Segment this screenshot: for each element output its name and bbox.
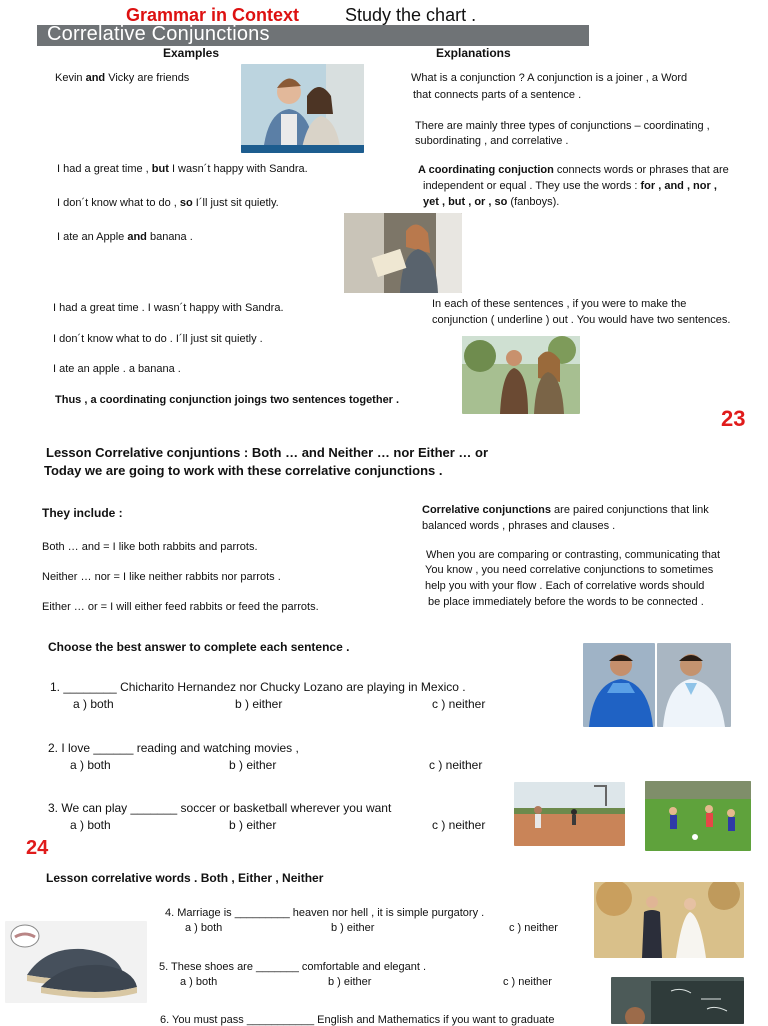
question-1: 1. ________ Chicharito Hernandez nor Chucky Lozano are playing in Mexico . <box>50 680 466 694</box>
q1-option-a[interactable]: a ) both <box>73 697 114 711</box>
q1-option-c[interactable]: c ) neither <box>432 697 486 711</box>
question-2: 2. I love ______ reading and watching movies , <box>48 741 299 755</box>
split-sentence-3: I ate an apple . a banana . <box>53 363 181 375</box>
explanation-3b: independent or equal . They use the words : for , and , nor , <box>423 180 717 192</box>
question-3: 3. We can play _______ soccer or basketball wherever you want <box>48 801 392 815</box>
rule-either-or: Either … or = I will either feed rabbits or feed the parrots. <box>42 601 319 613</box>
explanation-4b: conjunction ( underline ) out . You would have two sentences. <box>432 314 731 326</box>
section-subtitle: Study the chart . <box>345 5 477 25</box>
friends-photo <box>241 64 364 153</box>
usage-line-4: be place immediately before the words to be connected . <box>428 596 704 608</box>
couple-talking-photo <box>462 336 580 414</box>
split-sentence-1: I had a great time . I wasn´t happy with Sandra. <box>53 302 284 314</box>
basketball-photo <box>514 782 625 846</box>
banner-title: Correlative Conjunctions <box>47 23 270 45</box>
banner <box>37 25 589 46</box>
classroom-photo <box>611 977 744 1024</box>
question-6: 6. You must pass ___________ English and Mathematics if you want to graduate <box>160 1014 555 1026</box>
quiz-instruction: Choose the best answer to complete each sentence . <box>48 640 350 654</box>
question-5: 5. These shoes are _______ comfortable and elegant . <box>159 961 427 973</box>
they-include-label: They include : <box>42 506 123 520</box>
q2-option-b[interactable]: b ) either <box>229 758 277 772</box>
rule-both-and: Both … and = I like both rabbits and parrots. <box>42 541 258 553</box>
wedding-couple-photo <box>594 882 744 958</box>
q2-option-c[interactable]: c ) neither <box>429 758 483 772</box>
explanation-2: There are mainly three types of conjunctions – coordinating , <box>415 120 710 132</box>
definition-line-2: balanced words , phrases and clauses . <box>422 520 616 532</box>
example-1: Kevin and Vicky are friends <box>55 72 190 84</box>
page-number-24: 24 <box>26 837 49 859</box>
example-2: I had a great time , but I wasn´t happy with Sandra. <box>57 163 308 175</box>
q5-option-a[interactable]: a ) both <box>180 976 218 988</box>
section-title: Grammar in Context <box>126 5 300 25</box>
q4-option-c[interactable]: c ) neither <box>509 922 558 934</box>
usage-line-2: You know , you need correlative conjunctions to sometimes <box>425 564 714 576</box>
explanation-3c: yet , but , or , so (fanboys). <box>423 196 560 208</box>
lesson-2-heading: Lesson correlative words . Both , Either , Neither <box>46 871 324 885</box>
usage-line-1: When you are comparing or contrasting, communicating that <box>426 549 721 561</box>
rule-neither-nor: Neither … nor = I like neither rabbits nor parrots . <box>42 571 281 583</box>
q4-option-a[interactable]: a ) both <box>185 922 223 934</box>
column-header-examples: Examples <box>163 46 220 60</box>
explanation-1: What is a conjunction ? A conjunction is a joiner , a Word <box>411 72 688 84</box>
q3-option-b[interactable]: b ) either <box>229 818 277 832</box>
explanation-4: In each of these sentences , if you were to make the <box>432 298 687 310</box>
q1-option-b[interactable]: b ) either <box>235 697 283 711</box>
split-sentence-2: I don´t know what to do . I´ll just sit quietly . <box>53 333 263 345</box>
shoes-photo <box>5 921 147 1003</box>
explanation-3: A coordinating conjuction connects words or phrases that are <box>418 164 729 176</box>
lesson-heading: Lesson Correlative conjuntions : Both … and Neither … nor Either … or <box>46 445 489 460</box>
q4-option-b[interactable]: b ) either <box>331 922 375 934</box>
explanation-1b: that connects parts of a sentence . <box>413 89 582 101</box>
lesson-intro: Today we are going to work with these correlative conjunctions . <box>44 463 443 478</box>
question-4: 4. Marriage is _________ heaven nor hell , it is simple purgatory . <box>165 907 485 919</box>
example-4: I ate an Apple and banana . <box>57 231 193 243</box>
q5-option-b[interactable]: b ) either <box>328 976 372 988</box>
q5-option-c[interactable]: c ) neither <box>503 976 552 988</box>
explanation-2b: subordinating , and correlative . <box>415 135 569 147</box>
q2-option-a[interactable]: a ) both <box>70 758 111 772</box>
soccer-kids-photo <box>645 781 751 851</box>
summary-sentence: Thus , a coordinating conjunction joings two sentences together . <box>55 394 400 406</box>
soccer-player-1-photo <box>583 643 655 727</box>
page-number-23: 23 <box>721 406 746 431</box>
example-3: I don´t know what to do , so I´ll just sit quietly. <box>57 197 279 209</box>
soccer-player-2-photo <box>657 643 731 727</box>
reading-woman-photo <box>344 213 462 293</box>
q3-option-c[interactable]: c ) neither <box>432 818 486 832</box>
usage-line-3: help you with your flow . Each of correlative words should <box>425 580 705 592</box>
column-header-explanations: Explanations <box>436 46 511 60</box>
q3-option-a[interactable]: a ) both <box>70 818 111 832</box>
definition-line-1: Correlative conjunctions are paired conjunctions that link <box>422 504 709 516</box>
